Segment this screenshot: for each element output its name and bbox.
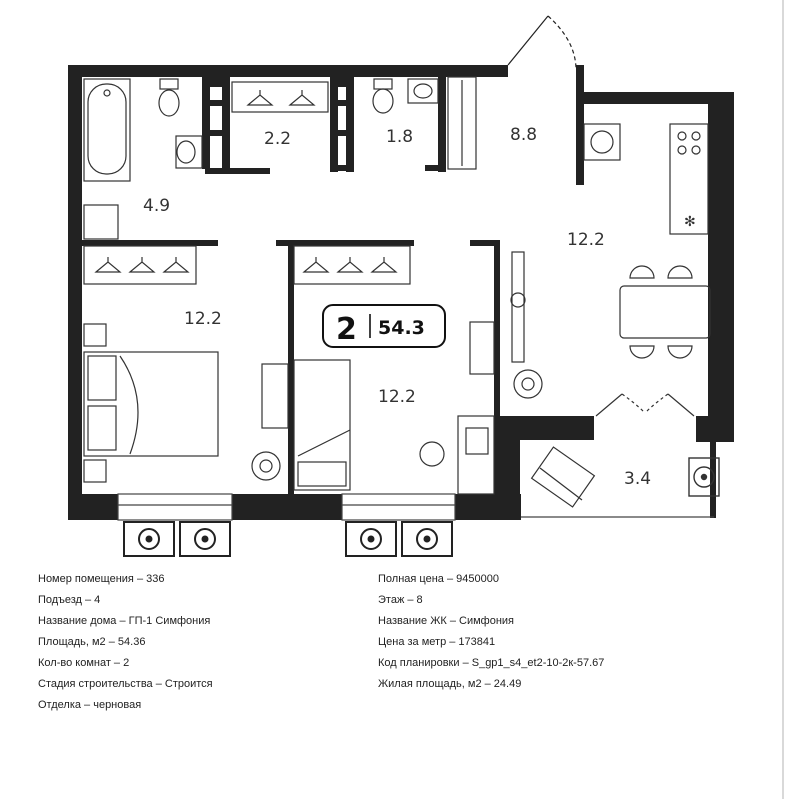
ac-unit-icon <box>124 522 174 556</box>
info-line: Код планировки – S_gp1_s4_et2-10-2к-57.67 <box>378 657 605 669</box>
ac-unit-icon <box>180 522 230 556</box>
room-area-bathroom: 4.9 <box>143 196 171 216</box>
dining-table-icon <box>620 266 710 358</box>
apartment-info-left <box>38 569 213 716</box>
ac-unit-icon <box>346 522 396 556</box>
room-area-balcony: 3.4 <box>624 469 652 489</box>
info-line: Полная цена – 9450000 <box>378 573 499 585</box>
washing-machine-icon <box>84 205 118 239</box>
bed-left-icon <box>84 324 218 482</box>
window-middle <box>342 494 455 520</box>
tv-stand-icon <box>511 252 525 362</box>
ac-unit-icon <box>402 522 452 556</box>
info-line: Этаж – 8 <box>378 594 423 606</box>
badge-area: 54.3 <box>378 317 425 339</box>
info-line: Подъезд – 4 <box>38 594 101 606</box>
room-area-bedroom-left: 12.2 <box>184 309 222 329</box>
wardrobe-left-icon <box>84 246 196 284</box>
room-area-closet: 2.2 <box>264 129 292 149</box>
info-line: Жилая площадь, м2 – 24.49 <box>378 678 522 690</box>
info-line: Отделка – черновая <box>38 699 142 711</box>
room-area-hall: 8.8 <box>510 125 538 145</box>
entrance-door <box>508 16 576 68</box>
wardrobe-middle-icon <box>294 246 410 284</box>
info-line: Кол-во комнат – 2 <box>38 657 130 669</box>
bathtub-icon <box>84 79 130 181</box>
apartment-badge <box>323 305 445 347</box>
apartment-info-right <box>378 569 604 695</box>
room-area-bedroom-middle: 12.2 <box>378 387 416 407</box>
plant-icon <box>514 370 542 398</box>
hall-wardrobe-icon <box>448 77 476 169</box>
hanger-rail-icon <box>232 82 328 112</box>
svg-text:✻: ✻ <box>684 213 696 229</box>
plant-left-icon <box>252 452 280 480</box>
info-line: Номер помещения – 336 <box>38 573 165 585</box>
badge-rooms: 2 <box>336 312 357 347</box>
dresser-icon <box>262 364 288 428</box>
window-left <box>118 494 232 520</box>
room-area-kitchen-living: 12.2 <box>567 230 605 250</box>
wc-sink-icon <box>408 79 438 103</box>
room-area-wc: 1.8 <box>386 127 414 147</box>
kitchen-counter-icon <box>584 124 708 234</box>
sink-icon <box>176 136 202 168</box>
info-line: Площадь, м2 – 54.36 <box>38 636 146 648</box>
info-line: Название ЖК – Симфония <box>378 615 515 627</box>
wc-toilet-icon <box>373 79 393 113</box>
info-line: Цена за метр – 173841 <box>378 636 496 648</box>
info-line: Название дома – ГП-1 Симфония <box>38 615 211 627</box>
lounger-icon <box>532 447 595 507</box>
info-line: Стадия строительства – Строится <box>38 678 213 690</box>
bed-middle-icon <box>294 360 350 490</box>
toilet-icon <box>159 79 179 116</box>
balcony-door <box>596 394 694 416</box>
